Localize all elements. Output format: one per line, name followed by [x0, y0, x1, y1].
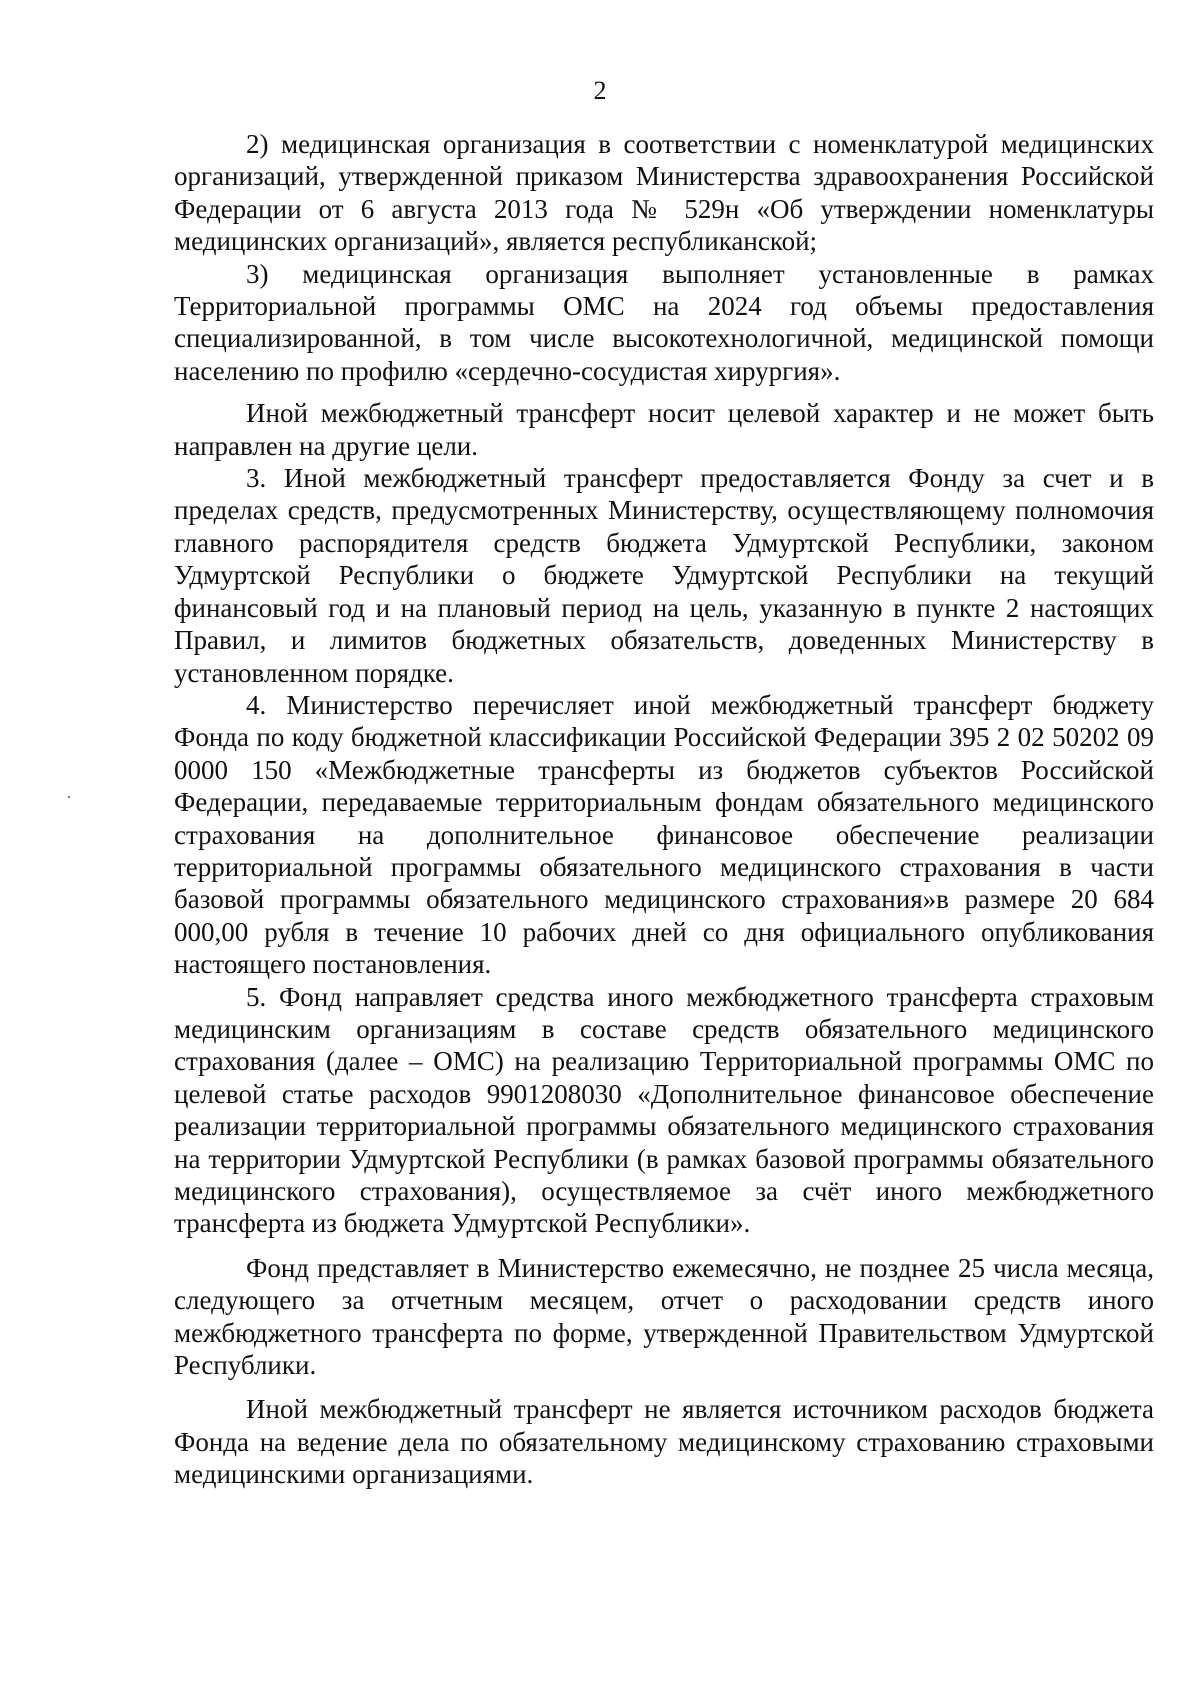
paragraph-section-5: 5. Фонд направляет средства иного межбюджетного трансферта страховым медицинским организациям в составе средств обязательного медицинского страхования (далее – ОМС) на реализацию Территориальной программы ОМС по целевой статье расходов 9901208030 «Дополнительное финансовое обеспечение реализации территориальной программы обязательного медицинского страхования на территории Удмуртской Республики (в рамках базовой программы обязательного медицинского страхования), осуществляемое за счёт иного межбюджетного трансферта из бюджета Удмуртской Республики». [174, 981, 1154, 1239]
paragraph-reporting: Фонд представляет в Министерство ежемесячно, не позднее 25 числа месяца, следующего за отчетным месяцем, отчет о расходовании средств иного межбюджетного трансферта по форме, утвержденной Правительством Удмуртской Республики. [174, 1252, 1154, 1381]
document-body [174, 128, 1154, 1491]
scan-speck [68, 796, 70, 798]
paragraph-section-4: 4. Министерство перечисляет иной межбюджетный трансферт бюджету Фонда по коду бюджетной классификации Российской Федерации 395 2 02 50202 09 0000 150 «Межбюджетные трансферты из бюджетов субъектов Российской Федерации, передаваемые территориальным фондам обязательного медицинского страхования на дополнительное финансовое обеспечение реализации территориальной программы обязательного медицинского страхования в части базовой программы обязательного медицинского страхования»в размере 20 684 000,00 рубля в течение 10 рабочих дней со дня официального опубликования настоящего постановления. [174, 689, 1154, 980]
page-number: 2 [593, 76, 607, 105]
paragraph-item-2: 2) медицинская организация в соответствии с номенклатурой медицинских организаций, утвержденной приказом Министерства здравоохранения Российской Федерации от 6 августа 2013 года № 529н «Об утверждении номенклатуры медицинских организаций», является республиканской; [174, 129, 1154, 257]
paragraph-not-source: Иной межбюджетный трансферт не является источником расходов бюджета Фонда на ведение дела по обязательному медицинскому страхованию страховыми медицинскими организациями. [174, 1394, 1154, 1490]
paragraph-target-note: Иной межбюджетный трансферт носит целевой характер и не может быть направлен на другие цели. [174, 398, 1154, 461]
paragraph-item-3: 3) медицинская организация выполняет установленные в рамках Территориальной программы ОМС на 2024 год объемы предоставления специализированной, в том числе высокотехнологичной, медицинской помощи населению по профилю «сердечно-сосудистая хирургия». [174, 258, 1154, 386]
paragraph-section-3: 3. Иной межбюджетный трансферт предоставляется Фонду за счет и в пределах средств, предусмотренных Министерству, осуществляющему полномочия главного распорядителя средств бюджета Удмуртской Республики, законом Удмуртской Республики о бюджете Удмуртской Республики на текущий финансовый год и на плановый период на цель, указанную в пункте 2 настоящих Правил, и лимитов бюджетных обязательств, доведенных Министерству в установленном порядке. [174, 463, 1154, 688]
